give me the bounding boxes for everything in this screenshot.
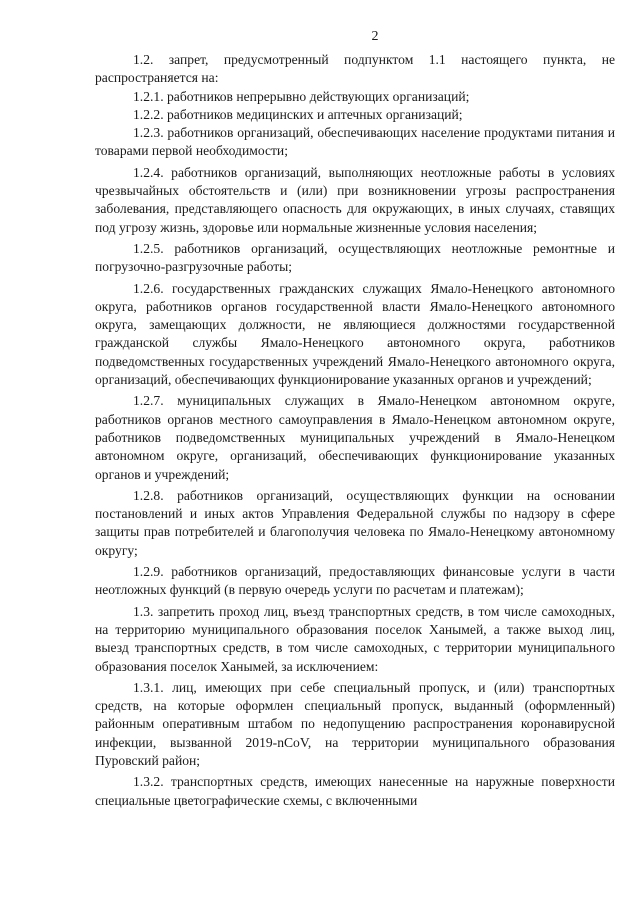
page-number: 2 [371,29,379,44]
paragraph-1-2-3: 1.2.3. работников организаций, обеспечивающих население продуктами питания и товарами первой необходимости; [95,125,615,159]
paragraph-1-2-7: 1.2.7. муниципальных служащих в Ямало-Ненецком автономном округе, работников органов местного самоуправления в Ямало-Ненецком автономном округе, работников подведомственных муниципальных учреждений в Ямало-Ненецком автономном округе, организаций, обеспечивающих функционирование указанных органов и учреждений; [95,393,615,482]
paragraph-1-2-9: 1.2.9. работников организаций, предоставляющих финансовые услуги в части неотложных функций (в первую очередь услуги по расчетам и платежам); [95,564,615,598]
paragraph-1-3-1: 1.3.1. лиц, имеющих при себе специальный пропуск, и (или) транспортных средств, на которые оформлен специальный пропуск, выданный (оформленный) районным оперативным штабом по недопущению распространения коронавирусной инфекции, вызванной 2019-nCoV, на территории муниципального образования Пуровский район; [95,679,615,768]
paragraph-1-3: 1.3. запретить проход лиц, въезд транспортных средств, в том числе самоходных, на территорию муниципального образования поселок Ханымей, а также выход лиц, выезд транспортных средств, в том числе самоходных, с территории муниципального образования поселок Ханымей, за исключением: [95,603,615,674]
paragraph-1-2-2: 1.2.2. работников медицинских и аптечных организаций; [133,106,463,122]
paragraph-1-2-4: 1.2.4. работников организаций, выполняющих неотложные работы в условиях чрезвычайных обстоятельств и (или) при возникновении угрозы распространения заболевания, представляющего опасность для окружающих, в иных случаях, ставящих под угрозу жизнь, здоровье или нормальные жизненные условия населения; [95,164,615,235]
paragraph-1-3-2: 1.3.2. транспортных средств, имеющих нанесенные на наружные поверхности специальные цветографические схемы, с включенными [95,774,615,808]
paragraph-1-2-8: 1.2.8. работников организаций, осуществляющих функции на основании постановлений и иных актов Управления Федеральной службы по надзору в сфере защиты прав потребителей и благополучия человека по Ямало-Ненецкому автономному округу; [95,487,615,558]
paragraph-1-2: 1.2. запрет, предусмотренный подпунктом 1.1 настоящего пункта, не распространяется на: [95,52,615,86]
document-page [95,28,615,810]
paragraph-1-2-5: 1.2.5. работников организаций, осуществляющих неотложные ремонтные и погрузочно-разгрузочные работы; [95,240,615,275]
paragraph-1-2-6: 1.2.6. государственных гражданских служащих Ямало-Ненецкого автономного округа, работников органов государственной власти Ямало-Ненецкого автономного округа, замещающих должности, не являющиеся должностями государственной гражданской службы Ямало-Ненецкого автономного округа, работников подведомственных государственных учреждений Ямало-Ненецкого автономного округа, организаций, обеспечивающих функционирование указанных органов и учреждений; [95,280,615,388]
paragraph-1-2-1: 1.2.1. работников непрерывно действующих организаций; [133,88,470,104]
